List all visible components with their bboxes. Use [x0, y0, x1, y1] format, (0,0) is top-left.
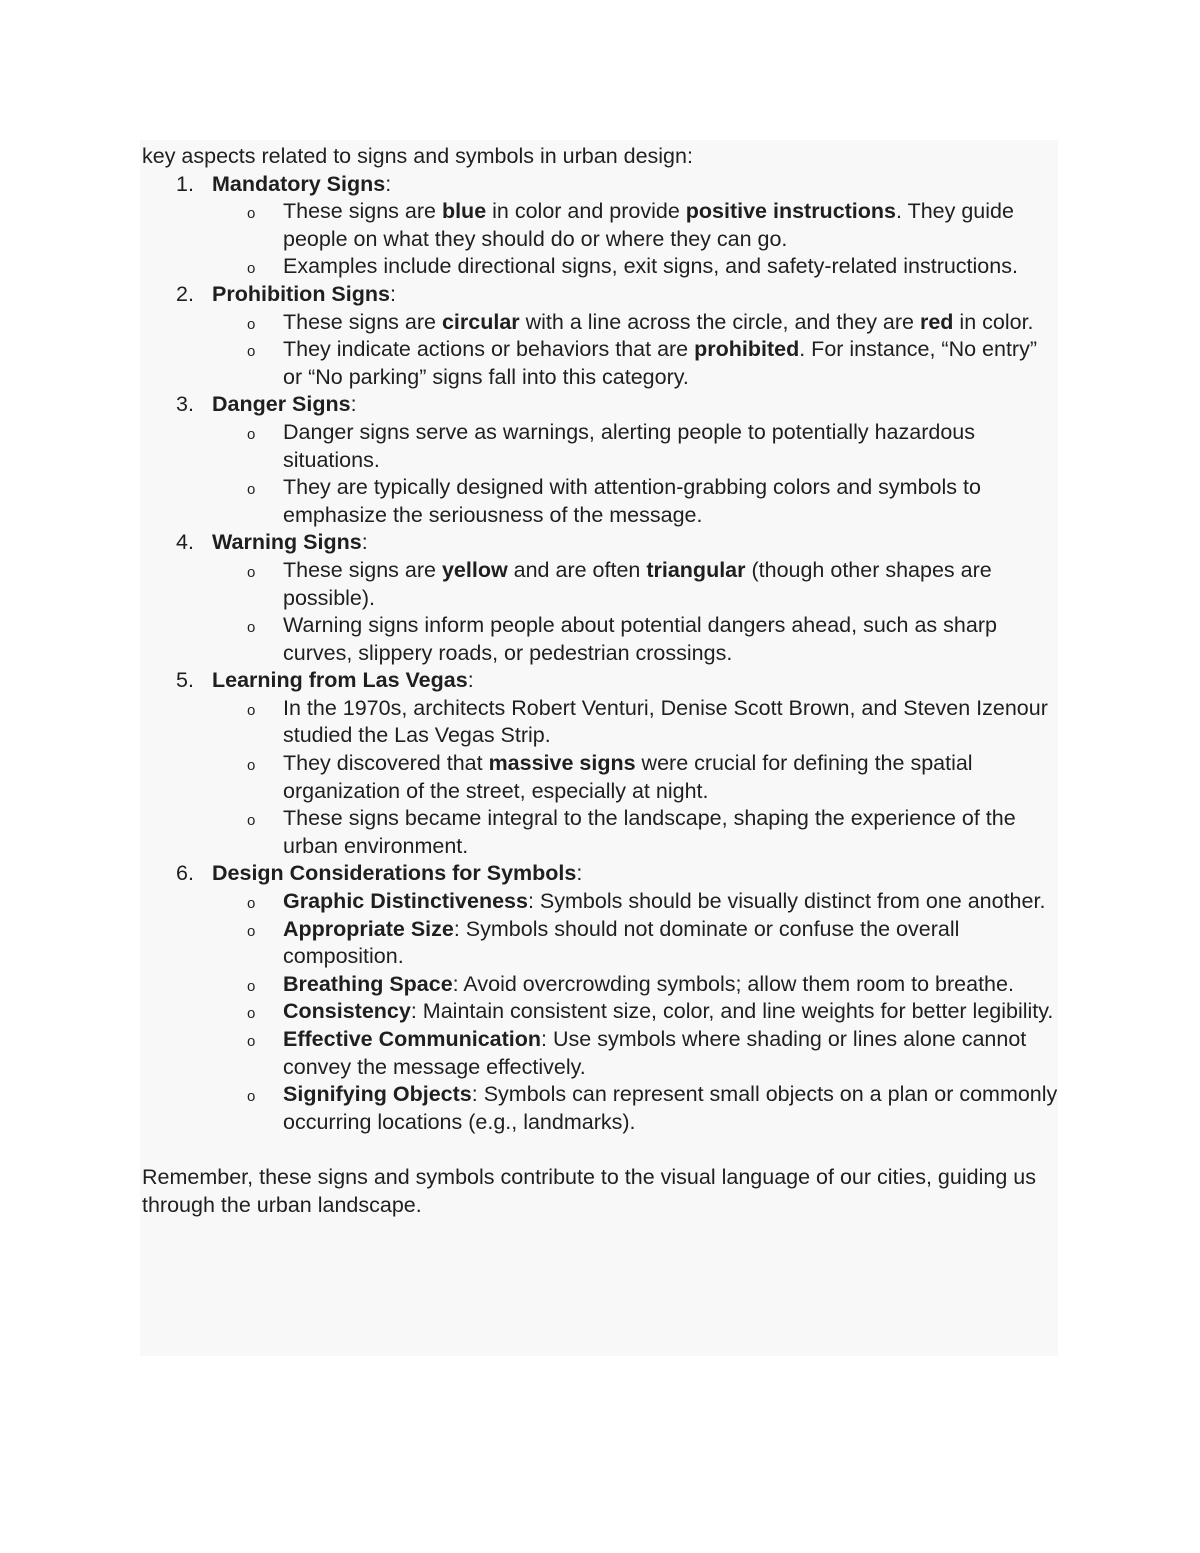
- section-title-text: Prohibition Signs: [212, 281, 390, 306]
- bullet-icon: o: [247, 1088, 256, 1106]
- bullet-icon: o: [247, 425, 256, 443]
- text-run: They are typically designed with attention-grabbing colors and symbols to emphasize the seriousness of the message.: [283, 475, 981, 527]
- list-item: [247, 750, 1058, 805]
- bullet-icon: o: [247, 895, 256, 913]
- text-run: : Maintain consistent size, color, and line weights for better legibility.: [410, 999, 1054, 1024]
- list-item: [247, 557, 1058, 612]
- list-item-section: [142, 529, 1058, 667]
- section-title: [212, 391, 1058, 419]
- section-number: 6.: [176, 861, 194, 886]
- text-run: They indicate actions or behaviors that are: [283, 337, 695, 362]
- list-item-section: [142, 860, 1058, 1136]
- sign-categories-list: [142, 171, 1058, 1137]
- section-title-colon: :: [361, 530, 368, 555]
- list-item: [247, 253, 1058, 281]
- section-title: [212, 281, 1058, 309]
- section-number: 4.: [176, 530, 194, 555]
- text-run: These signs became integral to the landscape, shaping the experience of the urban environment.: [283, 806, 1016, 858]
- list-item: [247, 612, 1058, 667]
- intro-text: key aspects related to signs and symbols in urban design:: [142, 144, 693, 168]
- text-run: These signs are: [283, 199, 442, 224]
- section-number: 2.: [176, 281, 194, 306]
- sub-list: [247, 419, 1058, 529]
- text-run: and are often: [507, 557, 647, 582]
- text-run: Danger signs serve as warnings, alerting people to potentially hazardous situations.: [283, 419, 975, 472]
- bold-text: circular: [441, 309, 520, 334]
- section-title: [212, 529, 1058, 557]
- text-run: : Symbols can represent small objects on a plan or commonly occurring locations (e.g., landmarks).: [283, 1082, 1058, 1134]
- section-title-text: Warning Signs: [212, 530, 362, 555]
- bullet-icon: o: [247, 563, 256, 581]
- list-item: [247, 805, 1058, 860]
- text-run: : Symbols should not dominate or confuse the overall composition.: [283, 916, 960, 969]
- bold-text: triangular: [646, 557, 746, 582]
- bullet-icon: o: [247, 260, 256, 278]
- list-item: [247, 916, 1058, 971]
- list-item: [247, 695, 1058, 750]
- section-title-text: Design Considerations for Symbols: [212, 861, 577, 886]
- list-item: [247, 1081, 1058, 1136]
- bullet-icon: o: [247, 1005, 256, 1023]
- bullet-icon: o: [247, 343, 256, 361]
- section-title-colon: :: [385, 171, 392, 196]
- list-item-section: [142, 281, 1058, 391]
- list-item: [247, 971, 1058, 999]
- section-title-colon: :: [576, 861, 583, 886]
- closing-paragraph: Remember, these signs and symbols contribute to the visual language of our cities, guiding us through the urban landscape.: [142, 1165, 1036, 1217]
- list-item: [247, 998, 1058, 1026]
- bullet-icon: o: [247, 315, 256, 333]
- section-number: 1.: [176, 171, 194, 196]
- bold-text: Signifying Objects: [283, 1082, 472, 1107]
- bullet-icon: o: [247, 977, 256, 995]
- section-title-text: Mandatory Signs: [212, 171, 386, 196]
- bold-text: yellow: [441, 557, 508, 582]
- list-item: [247, 1026, 1058, 1081]
- list-item-section: [142, 667, 1058, 860]
- text-run: : Symbols should be visually distinct from one another.: [527, 889, 1046, 914]
- sub-list: [247, 695, 1058, 861]
- list-item: [247, 309, 1058, 337]
- sub-list: [247, 309, 1058, 392]
- section-title-text: Learning from Las Vegas: [212, 668, 468, 693]
- list-item: [247, 888, 1058, 916]
- text-run: : Avoid overcrowding symbols; allow them room to breathe.: [452, 971, 1014, 996]
- section-title: [212, 667, 1058, 695]
- section-number: 5.: [176, 668, 194, 693]
- bold-text: Graphic Distinctiveness: [283, 889, 528, 914]
- text-run: with a line across the circle, and they are: [519, 309, 920, 334]
- text-run: They discovered that: [283, 751, 489, 776]
- bullet-icon: o: [247, 701, 256, 719]
- bullet-icon: o: [247, 619, 256, 637]
- bold-text: Breathing Space: [283, 971, 453, 996]
- text-run: were crucial for defining the spatial organization of the street, especially at night.: [283, 751, 973, 803]
- document-body: [142, 143, 1058, 1241]
- bold-text: Effective Communication: [283, 1027, 542, 1051]
- bold-text: Appropriate Size: [283, 916, 454, 941]
- list-item: [247, 198, 1058, 253]
- text-run: In the 1970s, architects Robert Venturi, Denise Scott Brown, and Steven Izenour studied the Las Vegas Strip.: [283, 695, 1048, 748]
- sub-list: [247, 888, 1058, 1136]
- section-number: 3.: [176, 392, 194, 417]
- text-run: . For instance, “No entry” or “No parking” signs fall into this category.: [283, 337, 1038, 389]
- text-run: : Use symbols where shading or lines alone cannot convey the message effectively.: [283, 1027, 1027, 1079]
- bold-text: blue: [441, 199, 487, 224]
- bullet-icon: o: [247, 205, 256, 223]
- section-title-colon: :: [467, 668, 474, 693]
- bold-text: positive instructions: [685, 199, 897, 224]
- sub-list: [247, 557, 1058, 667]
- section-title-colon: :: [350, 392, 357, 417]
- text-run: in color.: [953, 309, 1034, 334]
- text-run: in color and provide: [486, 199, 686, 224]
- list-item-section: [142, 171, 1058, 281]
- list-item: [247, 474, 1058, 529]
- bold-text: Consistency: [283, 999, 411, 1024]
- section-title: [212, 171, 1058, 199]
- bullet-icon: o: [247, 922, 256, 940]
- bullet-icon: o: [247, 757, 256, 775]
- list-item: [247, 419, 1058, 474]
- bold-text: massive signs: [488, 751, 636, 776]
- text-run: Examples include directional signs, exit signs, and safety-related instructions.: [283, 254, 1018, 279]
- sub-list: [247, 198, 1058, 281]
- text-run: Warning signs inform people about potential dangers ahead, such as sharp curves, slippery roads, or pedestrian crossings.: [283, 613, 997, 665]
- section-title: [212, 860, 1058, 888]
- list-item-section: [142, 391, 1058, 529]
- section-title-text: Danger Signs: [212, 392, 351, 417]
- text-run: (though other shapes are possible).: [283, 557, 992, 610]
- bullet-icon: o: [247, 812, 256, 830]
- text-run: . They guide people on what they should do or where they can go.: [283, 199, 1014, 251]
- bold-text: prohibited: [694, 337, 800, 362]
- bullet-icon: o: [247, 481, 256, 499]
- bullet-icon: o: [247, 1033, 256, 1050]
- text-run: These signs are: [283, 557, 442, 582]
- text-run: These signs are: [283, 309, 442, 334]
- section-title-colon: :: [389, 281, 396, 306]
- bold-text: red: [919, 309, 954, 334]
- list-item: [247, 336, 1058, 391]
